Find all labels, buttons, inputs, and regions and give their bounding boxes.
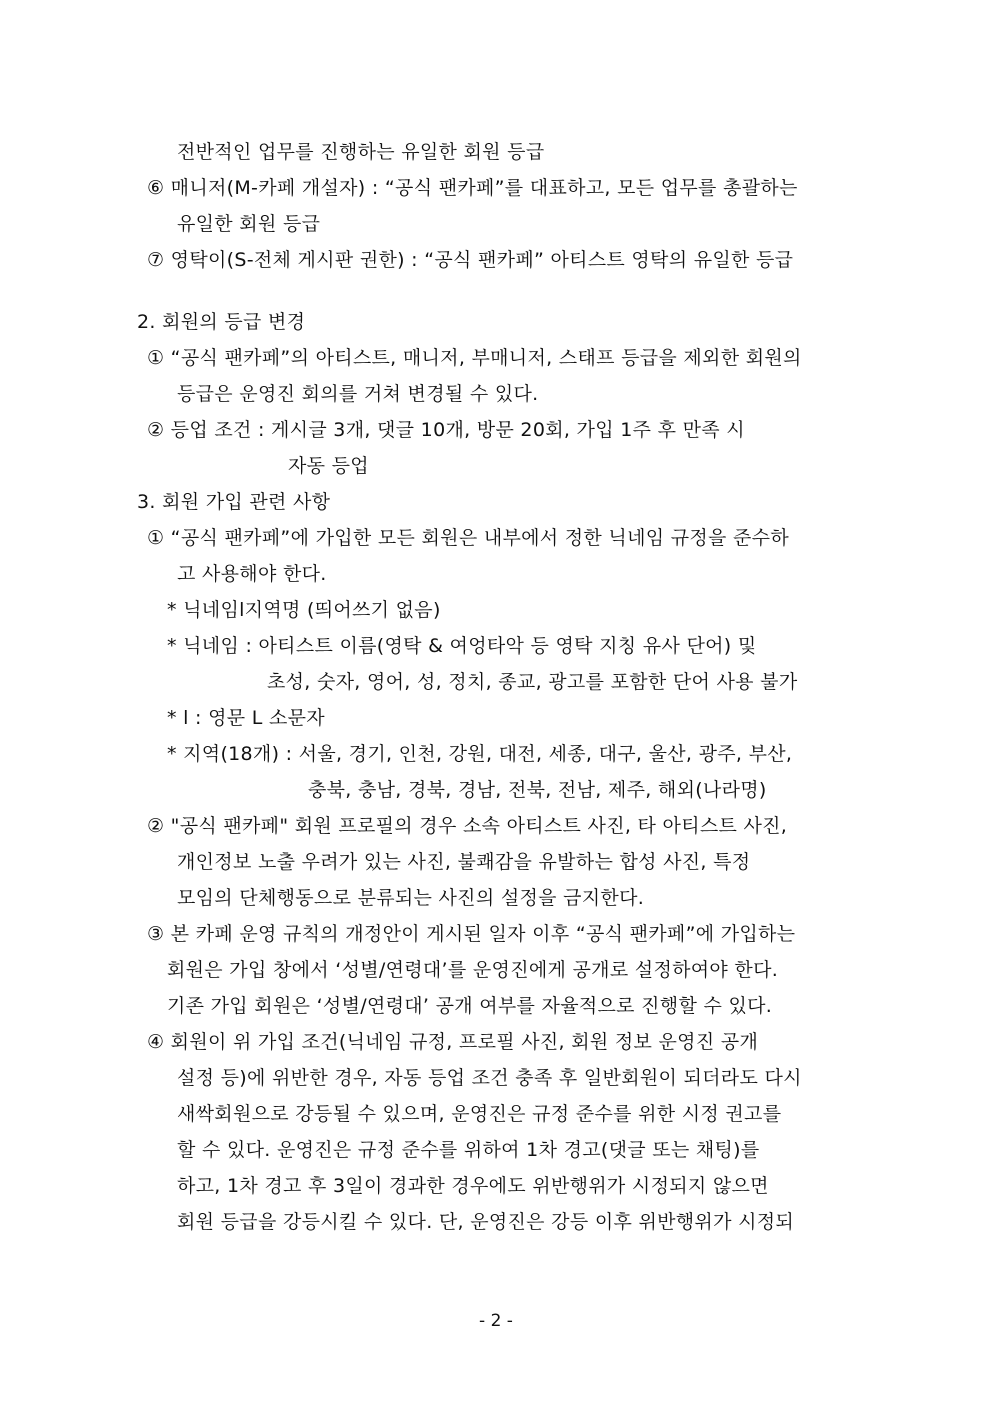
text-line: * l : 영문 L 소문자 [167, 707, 325, 729]
text-line: 기존 가입 회원은 ‘성별/연령대’ 공개 여부를 자율적으로 진행할 수 있다. [167, 995, 773, 1017]
text-line: 회원 등급을 강등시킬 수 있다. 단, 운영진은 강등 이후 위반행위가 시정되 [177, 1211, 795, 1233]
section-heading: 2. 회원의 등급 변경 [137, 311, 306, 333]
text-line: 모임의 단체행동으로 분류되는 사진의 설정을 금지한다. [177, 887, 645, 909]
text-line: 설정 등)에 위반한 경우, 자동 등업 조건 충족 후 일반회원이 되더라도 다시 [177, 1067, 802, 1089]
text-line: ② 등업 조건 : 게시글 3개, 댓글 10개, 방문 20회, 가입 1주 후 만족 시 [147, 419, 745, 441]
text-line: 할 수 있다. 운영진은 규정 준수를 위하여 1차 경고(댓글 또는 채팅)를 [177, 1139, 760, 1161]
text-line: 초성, 숫자, 영어, 성, 정치, 종교, 광고를 포함한 단어 사용 불가 [267, 671, 798, 693]
text-line: 유일한 회원 등급 [177, 213, 321, 235]
page-number: - 2 - [479, 1311, 513, 1331]
text-line: * 지역(18개) : 서울, 경기, 인천, 강원, 대전, 세종, 대구, 울산, 광주, 부산, [167, 743, 793, 765]
section-heading: 3. 회원 가입 관련 사항 [137, 491, 331, 513]
text-line: 고 사용해야 한다. [177, 563, 327, 585]
text-line: ⑦ 영탁이(S-전체 게시판 권한) : “공식 팬카페” 아티스트 영탁의 유일한 등급 [147, 249, 794, 271]
text-line: ② "공식 팬카페" 회원 프로필의 경우 소속 아티스트 사진, 타 아티스트 사진, [147, 815, 788, 837]
text-line: 등급은 운영진 회의를 거쳐 변경될 수 있다. [177, 383, 539, 405]
text-line: * 닉네임 : 아티스트 이름(영탁 & 여엉타악 등 영탁 지칭 유사 단어) 및 [167, 635, 757, 657]
text-line: 충북, 충남, 경북, 경남, 전북, 전남, 제주, 해외(나라명) [308, 779, 767, 801]
text-line: ⑥ 매니저(M-카페 개설자) : “공식 팬카페”를 대표하고, 모든 업무를 총괄하는 [147, 177, 798, 199]
text-line: 전반적인 업무를 진행하는 유일한 회원 등급 [177, 141, 545, 163]
text-line: ④ 회원이 위 가입 조건(닉네임 규정, 프로필 사진, 회원 정보 운영진 공개 [147, 1031, 759, 1053]
text-line: 하고, 1차 경고 후 3일이 경과한 경우에도 위반행위가 시정되지 않으면 [177, 1175, 769, 1197]
text-line: 자동 등업 [288, 455, 369, 477]
text-line: 개인정보 노출 우려가 있는 사진, 불쾌감을 유발하는 합성 사진, 특정 [177, 851, 751, 873]
text-line: ① “공식 팬카페”의 아티스트, 매니저, 부매니저, 스태프 등급을 제외한 회원의 [147, 347, 802, 369]
text-line: 새싹회원으로 강등될 수 있으며, 운영진은 규정 준수를 위한 시정 권고를 [177, 1103, 782, 1125]
text-line: * 닉네임l지역명 (띄어쓰기 없음) [167, 599, 441, 621]
text-line: ① “공식 팬카페”에 가입한 모든 회원은 내부에서 정한 닉네임 규정을 준수하 [147, 527, 789, 549]
text-line: ③ 본 카페 운영 규칙의 개정안이 게시된 일자 이후 “공식 팬카페”에 가입하는 [147, 923, 796, 945]
text-line: 회원은 가입 창에서 ‘성별/연령대’를 운영진에게 공개로 설정하여야 한다. [167, 959, 779, 981]
